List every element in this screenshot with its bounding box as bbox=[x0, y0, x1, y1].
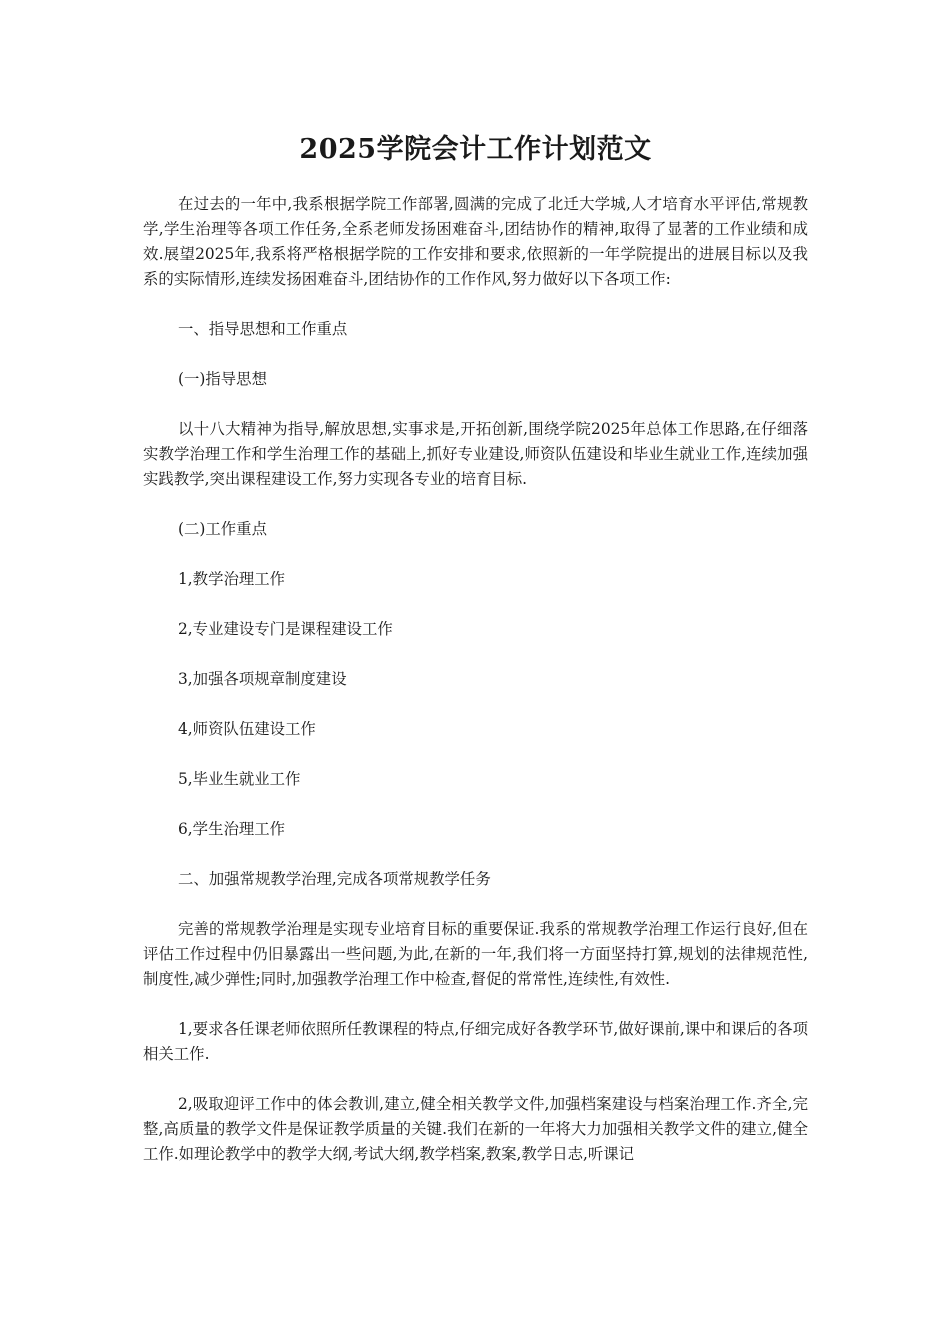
paragraph-guiding-thought: 以十八大精神为指导,解放思想,实事求是,开拓创新,围绕学院2025年总体工作思路,在仔细落实教学治理工作和学生治理工作的基础上,抓好专业建设,师资队伍建设和毕业生就业工作,连续加强实践教学,突出课程建设工作,努力实现各专业的培育目标. bbox=[143, 420, 808, 488]
document-title: 2025学院会计工作计划范文 bbox=[299, 134, 652, 165]
paragraph-intro: 在过去的一年中,我系根据学院工作部署,圆满的完成了北迁大学城,人才培育水平评估,常规教学,学生治理等各项工作任务,全系老师发扬困难奋斗,团结协作的精神,取得了显著的工作业绩和成效.展望2025年,我系将严格根据学院的工作安排和要求,依照新的一年学院提出的进展目标以及我系的实际情形,连续发扬困难奋斗,团结协作的工作作风,努力做好以下各项工作: bbox=[143, 195, 808, 288]
list-item: 5,毕业生就业工作 bbox=[178, 770, 301, 788]
paragraph-item-2: 2,吸取迎评工作中的体会教训,建立,健全相关教学文件,加强档案建设与档案治理工作.齐全,完整,高质量的教学文件是保证教学质量的关键.我们在新的一年将大力加强相关教学文件的建立,健全工作.如理论教学中的教学大纲,考试大纲,教学档案,教案,教学日志,听课记 bbox=[143, 1095, 808, 1163]
section-heading-1: 一、指导思想和工作重点 bbox=[178, 320, 348, 338]
document-body bbox=[143, 192, 808, 1167]
paragraph-routine-teaching: 完善的常规教学治理是实现专业培育目标的重要保证.我系的常规教学治理工作运行良好,但在评估工作过程中仍旧暴露出一些问题,为此,在新的一年,我们将一方面坚持打算,规划的法律规范性,制度性,减少弹性;同时,加强教学治理工作中检查,督促的常常性,连续性,有效性. bbox=[143, 920, 808, 988]
paragraph-item-1: 1,要求各任课老师依照所任教课程的特点,仔细完成好各教学环节,做好课前,课中和课后的各项相关工作. bbox=[143, 1020, 808, 1063]
subsection-heading-work-focus: (二)工作重点 bbox=[178, 520, 267, 538]
section-heading-2: 二、加强常规教学治理,完成各项常规教学任务 bbox=[178, 870, 491, 888]
document-page bbox=[143, 126, 808, 1192]
list-item: 4,师资队伍建设工作 bbox=[178, 720, 316, 738]
list-item: 6,学生治理工作 bbox=[178, 820, 286, 838]
subsection-heading-guiding-thought: (一)指导思想 bbox=[178, 370, 267, 388]
list-item: 2,专业建设专门是课程建设工作 bbox=[178, 620, 393, 638]
list-item: 1,教学治理工作 bbox=[178, 570, 286, 588]
list-item: 3,加强各项规章制度建设 bbox=[178, 670, 347, 688]
